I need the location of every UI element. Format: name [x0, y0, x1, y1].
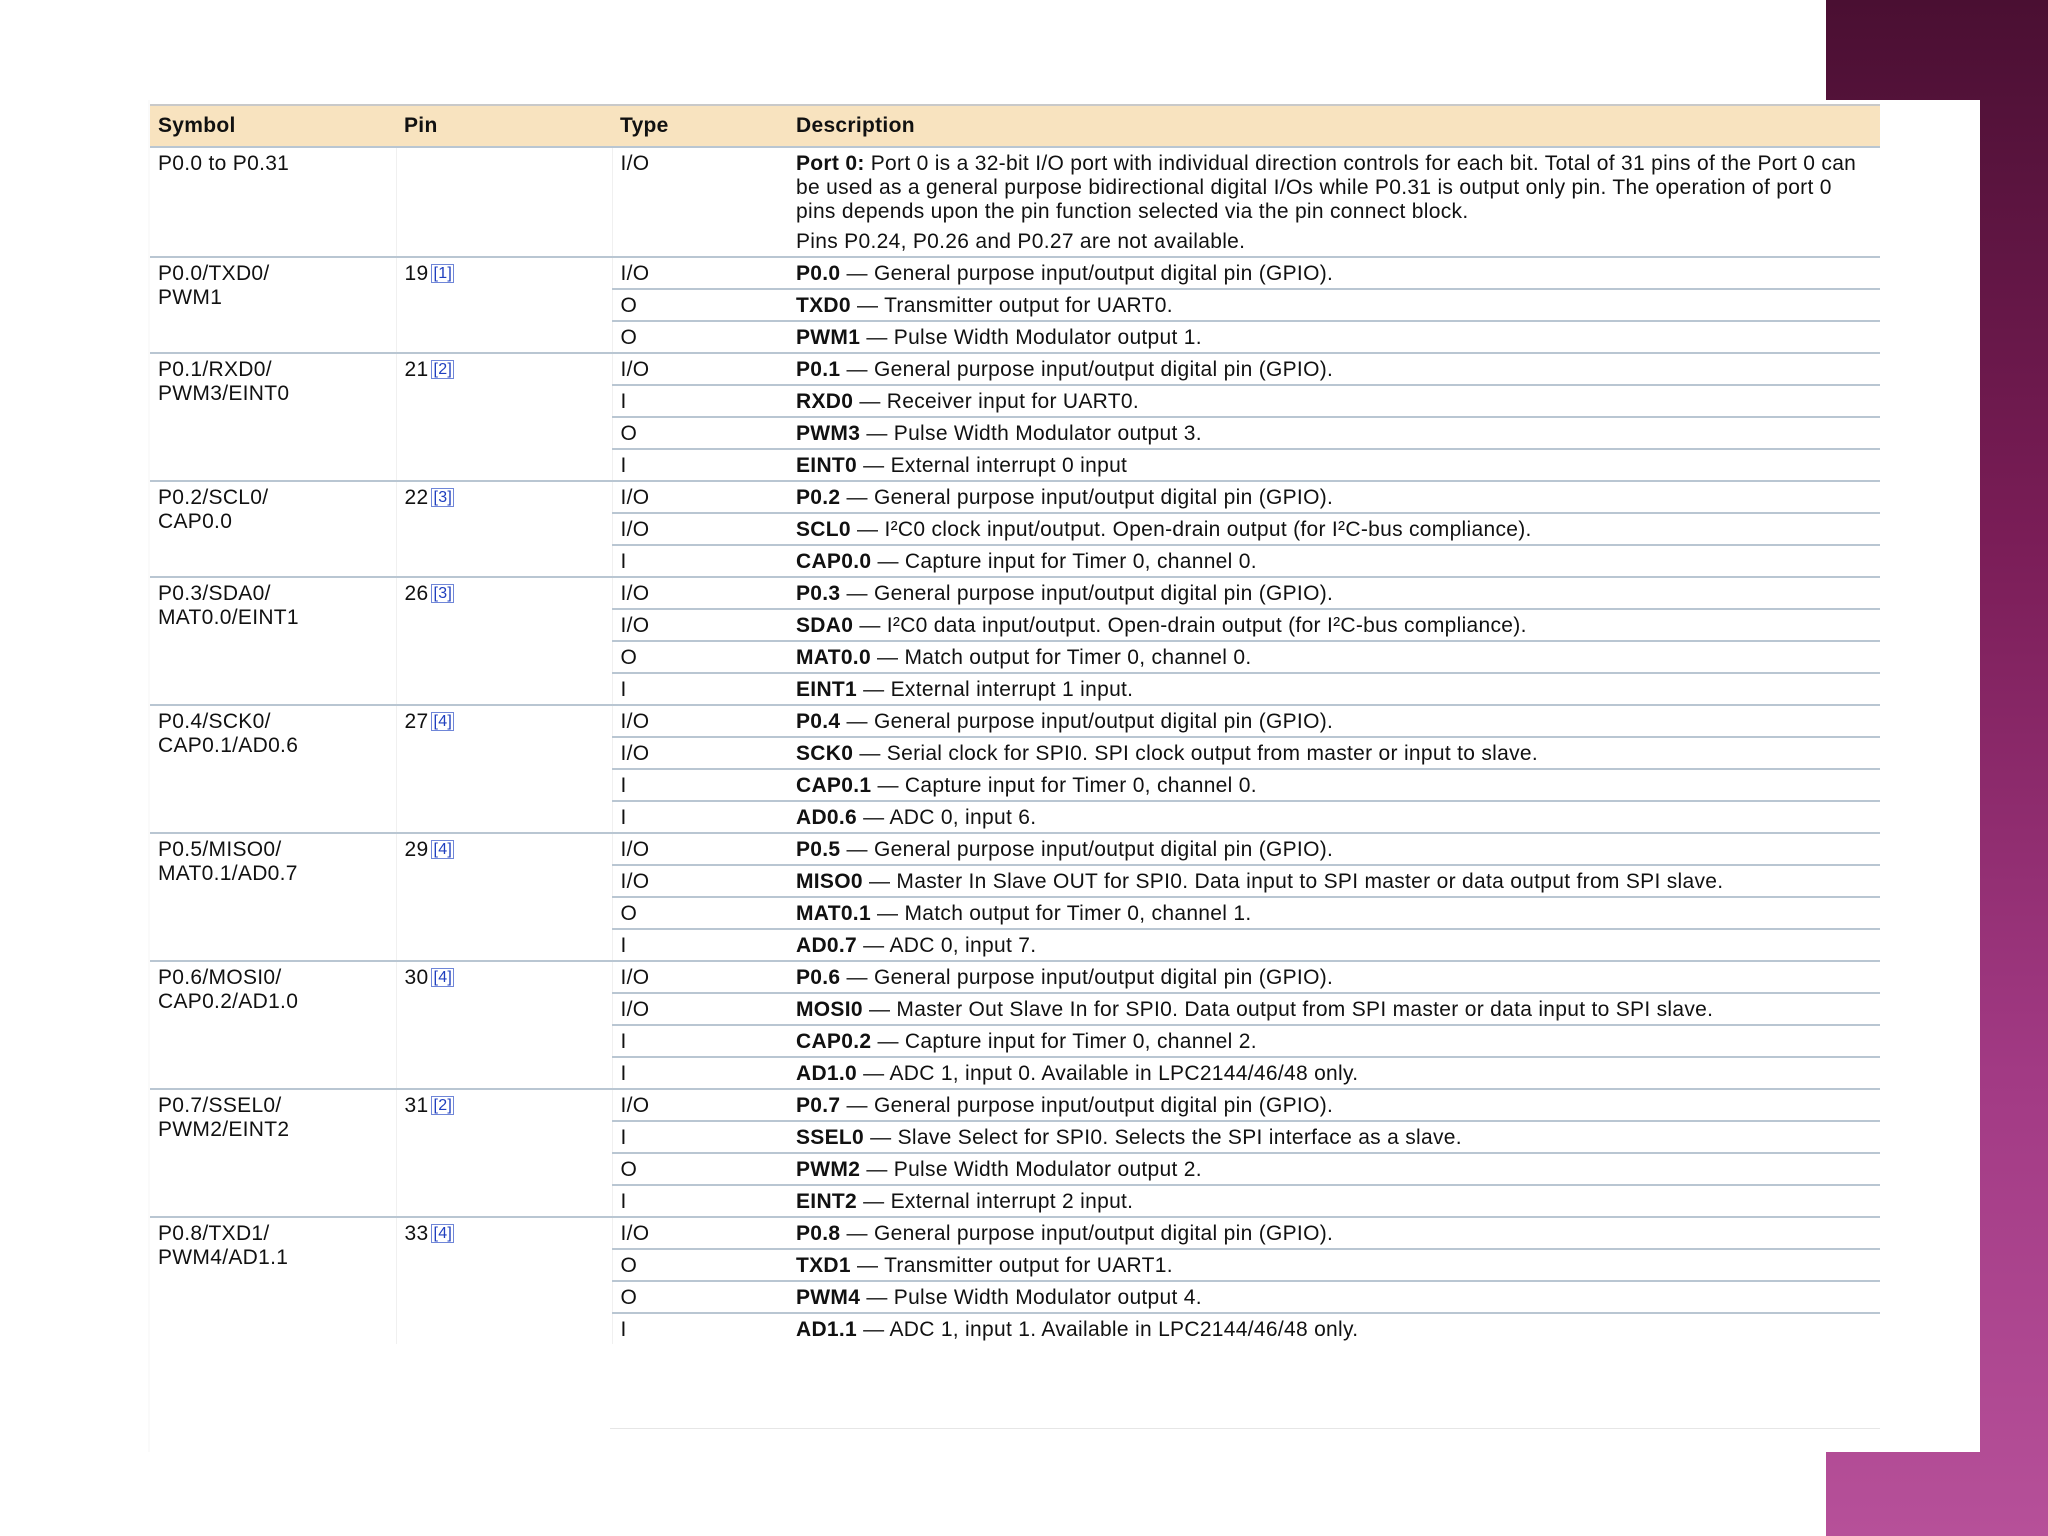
- pin-number-cell: [396, 577, 612, 705]
- pin-description: [788, 1025, 1880, 1057]
- signal-description: — ADC 0, input 7.: [857, 934, 1037, 957]
- pin-number: 33: [404, 1222, 429, 1245]
- pin-number: 21: [404, 358, 429, 381]
- pin-description: [788, 1185, 1880, 1217]
- signal-name: EINT2: [796, 1190, 858, 1213]
- signal-name: EINT1: [796, 678, 858, 701]
- pin-description: [788, 1057, 1880, 1089]
- signal-description: — I²C0 clock input/output. Open-drain output (for I²C-bus compliance).: [850, 518, 1532, 541]
- pin-description-table: [150, 104, 1880, 1344]
- pin-type: O: [612, 289, 788, 321]
- pin-description: [788, 961, 1880, 993]
- pin-type: I: [612, 449, 788, 481]
- pin-description: [788, 417, 1880, 449]
- pin-number-cell: [396, 961, 612, 1089]
- signal-description: — Match output for Timer 0, channel 0.: [870, 646, 1252, 669]
- pin-symbol: [150, 353, 396, 481]
- signal-description: — Receiver input for UART0.: [853, 390, 1139, 413]
- pin-type: I: [612, 1121, 788, 1153]
- footnote-link[interactable]: [2]: [433, 361, 453, 378]
- pin-number-cell: [396, 1089, 612, 1217]
- signal-name: SDA0: [796, 614, 854, 637]
- pin-type: I/O: [612, 577, 788, 609]
- pin-description: [788, 1089, 1880, 1121]
- signal-name: SSEL0: [796, 1126, 865, 1149]
- pin-type: I: [612, 545, 788, 577]
- pin-type: I/O: [612, 705, 788, 737]
- pin-number: 22: [404, 486, 429, 509]
- pin-description: [788, 1249, 1880, 1281]
- port0-pin: [396, 147, 612, 257]
- table-row: [150, 1217, 1880, 1249]
- pin-symbol-text: P0.1/RXD0/ PWM3/EINT0: [158, 358, 290, 405]
- table-row: [150, 1089, 1880, 1121]
- pin-type: I: [612, 385, 788, 417]
- header-pin: Pin: [396, 105, 612, 147]
- footnote-link[interactable]: [4]: [433, 1225, 453, 1242]
- pin-description: [788, 353, 1880, 385]
- footnote-link[interactable]: [4]: [433, 841, 453, 858]
- pin-type: I: [612, 1057, 788, 1089]
- pin-type: I: [612, 801, 788, 833]
- signal-description: — I²C0 data input/output. Open-drain output (for I²C-bus compliance).: [853, 614, 1527, 637]
- table-row: [150, 577, 1880, 609]
- pin-type: I/O: [612, 993, 788, 1025]
- signal-description: — General purpose input/output digital pin (GPIO).: [840, 710, 1334, 733]
- pin-symbol-text: P0.4/SCK0/ CAP0.1/AD0.6: [158, 710, 299, 757]
- signal-name: SCK0: [796, 742, 854, 765]
- pin-type: I/O: [612, 1089, 788, 1121]
- pin-description: [788, 833, 1880, 865]
- signal-description: — Capture input for Timer 0, channel 2.: [871, 1030, 1257, 1053]
- pin-number-cell: [396, 353, 612, 481]
- signal-description: — Pulse Width Modulator output 4.: [860, 1286, 1202, 1309]
- signal-description: — General purpose input/output digital pin (GPIO).: [840, 358, 1334, 381]
- signal-description: — Transmitter output for UART1.: [850, 1254, 1173, 1277]
- footnote-link[interactable]: [1]: [433, 265, 453, 282]
- signal-description: — General purpose input/output digital pin (GPIO).: [840, 1222, 1334, 1245]
- pin-type: I/O: [612, 513, 788, 545]
- table-end-line: [610, 1428, 1880, 1429]
- pin-description: [788, 737, 1880, 769]
- pin-number: 19: [404, 262, 429, 285]
- signal-name: AD0.7: [796, 934, 858, 957]
- pin-symbol: [150, 961, 396, 1089]
- pin-symbol-text: P0.3/SDA0/ MAT0.0/EINT1: [158, 582, 299, 629]
- table-row: [150, 833, 1880, 865]
- signal-name: CAP0.2: [796, 1030, 872, 1053]
- signal-description: — ADC 1, input 0. Available in LPC2144/46/48 only.: [857, 1062, 1359, 1085]
- pin-number: 30: [404, 966, 429, 989]
- pin-symbol: [150, 577, 396, 705]
- signal-description: — Master Out Slave In for SPI0. Data output from SPI master or data input to SPI slave.: [862, 998, 1714, 1021]
- signal-name: MAT0.1: [796, 902, 871, 925]
- pin-type: I: [612, 1025, 788, 1057]
- signal-description: — Pulse Width Modulator output 3.: [860, 422, 1202, 445]
- port0-type: I/O: [612, 147, 788, 257]
- pin-symbol: [150, 257, 396, 353]
- pin-number: 31: [404, 1094, 429, 1117]
- pin-description: [788, 801, 1880, 833]
- pin-description: [788, 1153, 1880, 1185]
- pin-type: I/O: [612, 609, 788, 641]
- port0-symbol: P0.0 to P0.31: [150, 147, 396, 257]
- pin-symbol: [150, 481, 396, 577]
- signal-name: RXD0: [796, 390, 854, 413]
- signal-name: TXD0: [796, 294, 851, 317]
- signal-description: — ADC 1, input 1. Available in LPC2144/46/48 only.: [857, 1318, 1359, 1341]
- pin-type: I/O: [612, 961, 788, 993]
- pin-number: 26: [404, 582, 429, 605]
- signal-description: — General purpose input/output digital pin (GPIO).: [840, 1094, 1334, 1117]
- signal-name: CAP0.1: [796, 774, 872, 797]
- signal-name: CAP0.0: [796, 550, 872, 573]
- port0-description: [788, 147, 1880, 257]
- pin-type: I: [612, 1185, 788, 1217]
- footnote-link[interactable]: [2]: [433, 1097, 453, 1114]
- pin-description: [788, 321, 1880, 353]
- pin-number: 29: [404, 838, 429, 861]
- signal-name: P0.4: [796, 710, 841, 733]
- pin-description: [788, 1121, 1880, 1153]
- table-row: [150, 481, 1880, 513]
- pin-symbol: [150, 705, 396, 833]
- signal-description: — General purpose input/output digital pin (GPIO).: [840, 486, 1334, 509]
- signal-name: P0.2: [796, 486, 841, 509]
- pin-type: I/O: [612, 737, 788, 769]
- pin-type: I/O: [612, 1217, 788, 1249]
- signal-name: PWM4: [796, 1286, 861, 1309]
- pin-description: [788, 257, 1880, 289]
- signal-name: P0.7: [796, 1094, 841, 1117]
- signal-description: — General purpose input/output digital pin (GPIO).: [840, 262, 1334, 285]
- pin-description: [788, 513, 1880, 545]
- signal-description: — Match output for Timer 0, channel 1.: [870, 902, 1252, 925]
- signal-description: — Capture input for Timer 0, channel 0.: [871, 550, 1257, 573]
- signal-name: EINT0: [796, 454, 858, 477]
- signal-name: P0.5: [796, 838, 841, 861]
- port0-text2: Pins P0.24, P0.26 and P0.27 are not available.: [796, 230, 1246, 253]
- pin-symbol: [150, 833, 396, 961]
- footnote-link[interactable]: [4]: [433, 969, 453, 986]
- signal-description: — Master In Slave OUT for SPI0. Data input to SPI master or data output from SPI slave.: [862, 870, 1724, 893]
- pin-description: [788, 993, 1880, 1025]
- port0-label: Port 0:: [796, 152, 865, 175]
- pin-description: [788, 289, 1880, 321]
- pin-description: [788, 609, 1880, 641]
- signal-description: — Pulse Width Modulator output 2.: [860, 1158, 1202, 1181]
- pin-type: O: [612, 417, 788, 449]
- pin-type: O: [612, 897, 788, 929]
- pin-description: [788, 897, 1880, 929]
- pin-description: [788, 481, 1880, 513]
- port0-text: Port 0 is a 32-bit I/O port with individual direction controls for each bit. Total of 31 pins of the Port 0 can be used as a general purpose bidirectional digital I/Os while P0.31 is output only pin. The operation of port 0 pins depends upon the pin function selected via the pin connect block.: [796, 152, 1857, 223]
- signal-name: P0.0: [796, 262, 841, 285]
- pin-number-cell: [396, 1217, 612, 1344]
- pin-number-cell: [396, 481, 612, 577]
- signal-description: — General purpose input/output digital pin (GPIO).: [840, 838, 1334, 861]
- pin-type: O: [612, 641, 788, 673]
- pin-symbol: [150, 1089, 396, 1217]
- signal-name: P0.3: [796, 582, 841, 605]
- pin-symbol-text: P0.8/TXD1/ PWM4/AD1.1: [158, 1222, 289, 1269]
- table-row: [150, 353, 1880, 385]
- pin-description: [788, 449, 1880, 481]
- pin-number-cell: [396, 705, 612, 833]
- pin-type: I/O: [612, 865, 788, 897]
- signal-description: — ADC 0, input 6.: [857, 806, 1037, 829]
- signal-name: PWM3: [796, 422, 861, 445]
- signal-description: — External interrupt 1 input.: [857, 678, 1134, 701]
- header-type: Type: [612, 105, 788, 147]
- signal-name: AD1.1: [796, 1318, 858, 1341]
- signal-description: — General purpose input/output digital pin (GPIO).: [840, 582, 1334, 605]
- signal-description: — Transmitter output for UART0.: [850, 294, 1173, 317]
- header-symbol: Symbol: [150, 105, 396, 147]
- pin-description: [788, 929, 1880, 961]
- signal-name: AD0.6: [796, 806, 858, 829]
- footnote-link[interactable]: [3]: [433, 489, 453, 506]
- pin-type: I: [612, 1313, 788, 1344]
- pin-type: O: [612, 1249, 788, 1281]
- signal-description: — Pulse Width Modulator output 1.: [860, 326, 1202, 349]
- signal-description: — Capture input for Timer 0, channel 0.: [871, 774, 1257, 797]
- pin-symbol-text: P0.6/MOSI0/ CAP0.2/AD1.0: [158, 966, 299, 1013]
- signal-name: P0.1: [796, 358, 841, 381]
- pin-type: I: [612, 673, 788, 705]
- pin-description: [788, 545, 1880, 577]
- pin-description: [788, 641, 1880, 673]
- pin-type: I: [612, 769, 788, 801]
- pin-description: [788, 1281, 1880, 1313]
- pin-description: [788, 1313, 1880, 1344]
- signal-description: — External interrupt 0 input: [857, 454, 1128, 477]
- footnote-link[interactable]: [3]: [433, 585, 453, 602]
- pin-description: [788, 673, 1880, 705]
- signal-description: — External interrupt 2 input.: [857, 1190, 1134, 1213]
- signal-description: — Slave Select for SPI0. Selects the SPI interface as a slave.: [864, 1126, 1462, 1149]
- signal-name: P0.6: [796, 966, 841, 989]
- signal-name: PWM2: [796, 1158, 861, 1181]
- signal-name: MOSI0: [796, 998, 863, 1021]
- pin-type: I/O: [612, 353, 788, 385]
- pin-type: I/O: [612, 257, 788, 289]
- pin-number-cell: [396, 833, 612, 961]
- signal-name: MAT0.0: [796, 646, 871, 669]
- table-body: [150, 147, 1880, 1344]
- pin-number: 27: [404, 710, 429, 733]
- pin-description: [788, 865, 1880, 897]
- pin-type: O: [612, 1281, 788, 1313]
- pin-symbol-text: P0.7/SSEL0/ PWM2/EINT2: [158, 1094, 290, 1141]
- table-row: [150, 961, 1880, 993]
- signal-name: AD1.0: [796, 1062, 858, 1085]
- pin-symbol-text: P0.2/SCL0/ CAP0.0: [158, 486, 269, 533]
- table-header-row: [150, 105, 1880, 147]
- pin-type: I/O: [612, 481, 788, 513]
- header-description: Description: [788, 105, 1880, 147]
- table-row-port0: [150, 147, 1880, 257]
- signal-description: — General purpose input/output digital pin (GPIO).: [840, 966, 1334, 989]
- pin-symbol-text: P0.5/MISO0/ MAT0.1/AD0.7: [158, 838, 298, 885]
- pin-type: O: [612, 321, 788, 353]
- signal-name: PWM1: [796, 326, 861, 349]
- signal-name: P0.8: [796, 1222, 841, 1245]
- signal-name: SCL0: [796, 518, 851, 541]
- pin-symbol: [150, 1217, 396, 1344]
- pin-description: [788, 577, 1880, 609]
- pin-description: [788, 1217, 1880, 1249]
- footnote-link[interactable]: [4]: [433, 713, 453, 730]
- table-row: [150, 705, 1880, 737]
- pin-description: [788, 385, 1880, 417]
- pin-description: [788, 769, 1880, 801]
- table-row: [150, 257, 1880, 289]
- signal-description: — Serial clock for SPI0. SPI clock output from master or input to slave.: [853, 742, 1539, 765]
- pin-type: I/O: [612, 833, 788, 865]
- pin-type: O: [612, 1153, 788, 1185]
- pin-symbol-text: P0.0/TXD0/ PWM1: [158, 262, 270, 309]
- pin-description: [788, 705, 1880, 737]
- signal-name: MISO0: [796, 870, 863, 893]
- pin-type: I: [612, 929, 788, 961]
- pin-number-cell: [396, 257, 612, 353]
- signal-name: TXD1: [796, 1254, 851, 1277]
